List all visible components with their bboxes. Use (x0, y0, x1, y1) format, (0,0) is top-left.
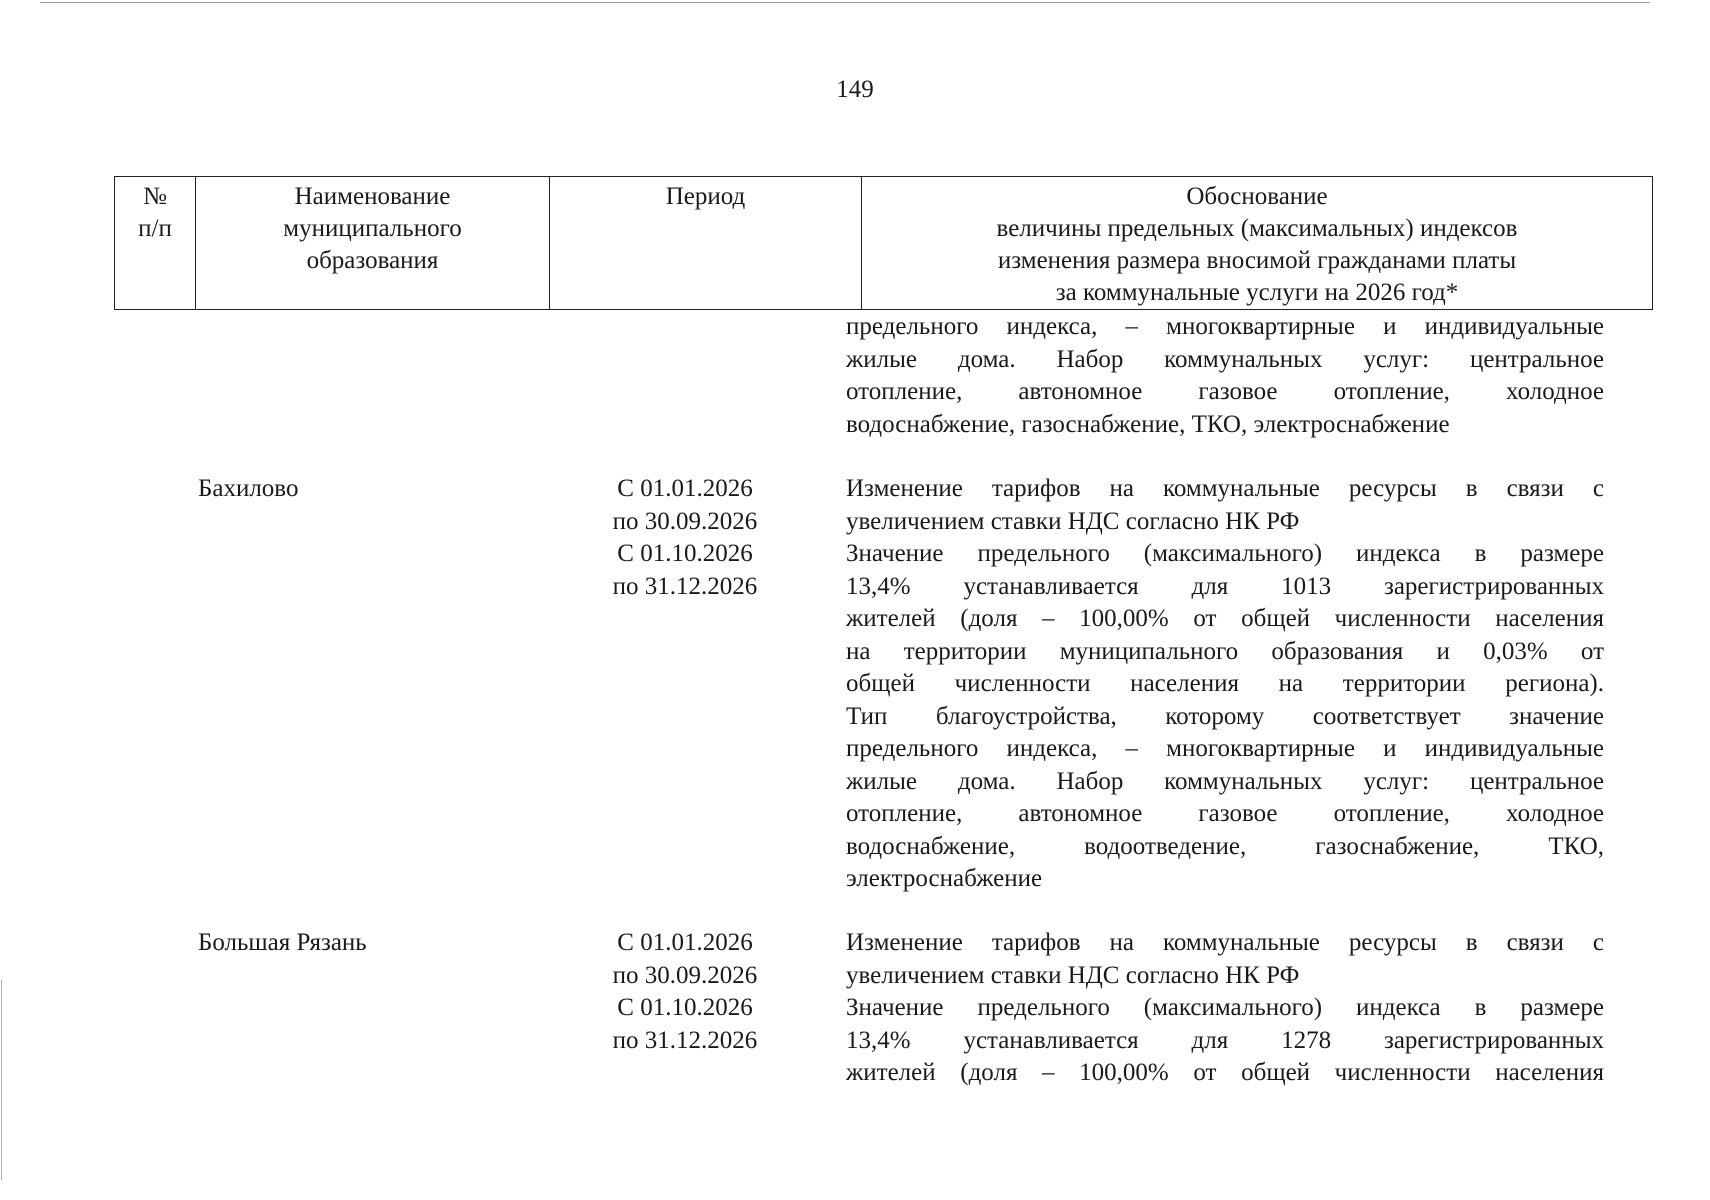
header-basis-line: изменения размера вносимой гражданами платы (997, 247, 1517, 274)
period-line: С 01.10.2026 (617, 540, 753, 567)
row-period-bakhilovo (560, 473, 810, 603)
row-name-bolshaya-ryazan: Большая Рязань (198, 929, 367, 956)
basis-line: отопление, автономное газовое отопление, холодное (846, 378, 1604, 405)
header-basis-line: за коммунальные услуги на 2026 год* (1055, 279, 1459, 306)
basis-line: Изменение тарифов на коммунальные ресурсы в связи с (846, 929, 1604, 956)
basis-line: предельного индекса, – многоквартирные и индивидуальные (846, 735, 1604, 762)
period-line: по 30.09.2026 (612, 507, 758, 535)
continuation-basis (846, 311, 1604, 441)
basis-line: на территории муниципального образования и 0,03% от (846, 637, 1604, 665)
basis-line: общей численности населения на территории региона). (846, 670, 1604, 697)
basis-line: предельного индекса, – многоквартирные и индивидуальные (846, 313, 1604, 340)
basis-line: Тип благоустройства, которому соответствует значение (846, 702, 1604, 730)
scan-edge-left (1, 980, 2, 1180)
basis-line: электроснабжение (846, 865, 1043, 892)
row-basis-bolshaya-ryazan (846, 927, 1604, 1090)
basis-line: жилые дома. Набор коммунальных услуг: центральное (846, 767, 1604, 795)
period-line: по 30.09.2026 (612, 961, 758, 989)
basis-line: Изменение тарифов на коммунальные ресурсы в связи с (846, 475, 1604, 502)
header-name-line: Наименование (294, 183, 451, 210)
basis-line: 13,4% устанавливается для 1013 зарегистрированных (846, 572, 1604, 600)
row-name-bakhilovo: Бахилово (198, 475, 299, 502)
basis-line: 13,4% устанавливается для 1278 зарегистрированных (846, 1026, 1604, 1054)
period-line: по 31.12.2026 (612, 1026, 758, 1054)
basis-line: Значение предельного (максимального) индекса в размере (846, 540, 1604, 567)
basis-line: Значение предельного (максимального) индекса в размере (846, 994, 1604, 1021)
page-number: 149 (836, 76, 874, 103)
header-num-line: п/п (138, 215, 172, 242)
period-line: С 01.01.2026 (617, 475, 753, 502)
header-num-cell (115, 177, 196, 310)
row-period-bolshaya-ryazan (560, 927, 810, 1057)
basis-line: увеличением ставки НДС согласно НК РФ (846, 961, 1300, 989)
period-line: С 01.10.2026 (617, 994, 753, 1021)
table-header (114, 176, 1653, 310)
header-basis-line: величины предельных (максимальных) индексов (996, 215, 1518, 242)
header-basis-cell (862, 177, 1653, 310)
scan-edge-top (40, 2, 1650, 3)
period-line: С 01.01.2026 (617, 929, 753, 956)
basis-line: жилые дома. Набор коммунальных услуг: центральное (846, 345, 1604, 373)
header-name-cell (196, 177, 550, 310)
basis-line: жителей (доля – 100,00% от общей численности населения (846, 1059, 1604, 1086)
basis-line: водоснабжение, газоснабжение, ТКО, электроснабжение (846, 410, 1450, 438)
basis-line: увеличением ставки НДС согласно НК РФ (846, 507, 1300, 535)
header-basis-line: Обоснование (1186, 183, 1328, 210)
basis-line: отопление, автономное газовое отопление, холодное (846, 800, 1604, 827)
basis-line: водоснабжение, водоотведение, газоснабжение, ТКО, (846, 832, 1604, 860)
row-basis-bakhilovo (846, 473, 1604, 896)
period-line: по 31.12.2026 (612, 572, 758, 600)
header-period-line: Период (665, 183, 746, 210)
header-num-line: № (143, 183, 167, 210)
basis-line: жителей (доля – 100,00% от общей численности населения (846, 605, 1604, 632)
header-name-line: муниципального (283, 215, 462, 242)
header-name-line: образования (306, 247, 439, 274)
header-period-cell (550, 177, 862, 310)
